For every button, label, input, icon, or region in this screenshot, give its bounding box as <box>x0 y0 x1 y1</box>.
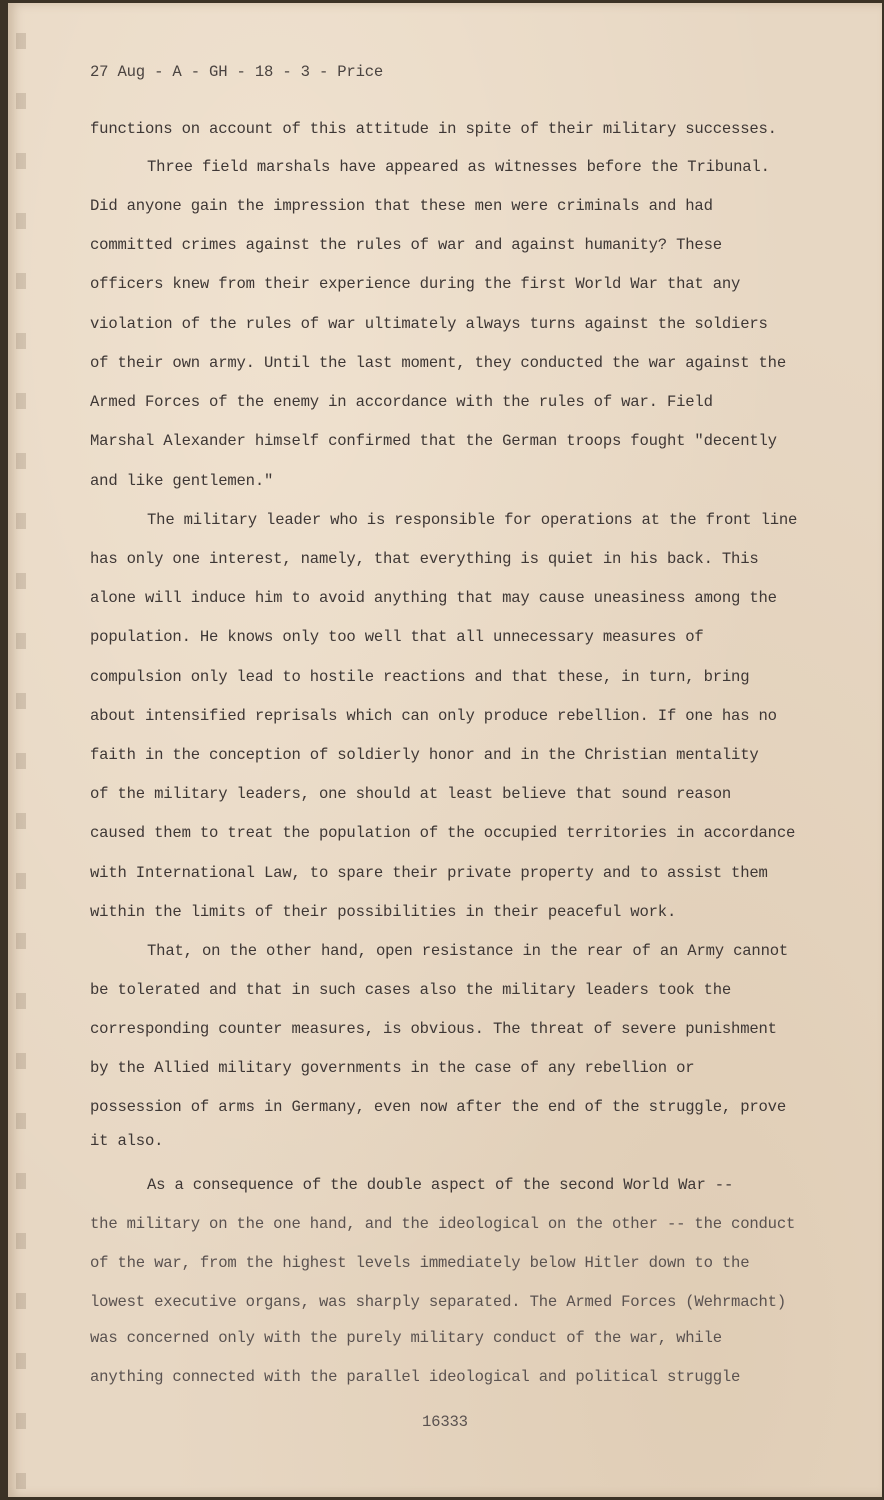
text-line: it also. <box>90 1132 164 1150</box>
text-line: Marshal Alexander himself confirmed that the German troops fought "decently <box>90 432 777 450</box>
text-line: corresponding counter measures, is obvious. The threat of severe punishment <box>90 1020 777 1038</box>
text-line: That, on the other hand, open resistance in the rear of an Army cannot <box>147 942 789 960</box>
text-line: be tolerated and that in such cases also the military leaders took the <box>90 981 732 999</box>
text-line: compulsion only lead to hostile reactions and that these, in turn, bring <box>90 668 750 686</box>
text-line: within the limits of their possibilities in their peaceful work. <box>90 903 677 921</box>
text-line: anything connected with the parallel ideological and political struggle <box>90 1368 741 1386</box>
text-line: functions on account of this attitude in spite of their military successes. <box>90 120 777 138</box>
text-line: about intensified reprisals which can only produce rebellion. If one has no <box>90 707 777 725</box>
text-line: The military leader who is responsible for operations at the front line <box>147 511 798 529</box>
text-line: Three field marshals have appeared as witnesses before the Tribunal. <box>147 158 770 176</box>
text-line: the military on the one hand, and the ideological on the other -- the conduct <box>90 1215 796 1233</box>
text-line: As a consequence of the double aspect of the second World War -- <box>147 1176 734 1194</box>
page-number: 16333 <box>422 1413 468 1431</box>
text-line: population. He knows only too well that all unnecessary measures of <box>90 628 704 646</box>
text-line: alone will induce him to avoid anything that may cause uneasiness among the <box>90 589 777 607</box>
text-line: officers knew from their experience during the first World War that any <box>90 275 741 293</box>
text-line: faith in the conception of soldierly honor and in the Christian mentality <box>90 746 759 764</box>
text-line: of the war, from the highest levels immediately below Hitler down to the <box>90 1254 750 1272</box>
binding-perforations <box>16 3 26 1497</box>
text-line: violation of the rules of war ultimately always turns against the soldiers <box>90 315 768 333</box>
document-page <box>8 3 882 1497</box>
text-line: with International Law, to spare their private property and to assist them <box>90 864 768 882</box>
text-line: possession of arms in Germany, even now after the end of the struggle, prove <box>90 1098 786 1116</box>
text-line: caused them to treat the population of the occupied territories in accordance <box>90 824 796 842</box>
document-header: 27 Aug - A - GH - 18 - 3 - Price <box>90 63 384 81</box>
text-line: Armed Forces of the enemy in accordance with the rules of war. Field <box>90 393 713 411</box>
text-line: committed crimes against the rules of war and against humanity? These <box>90 236 722 254</box>
text-line: has only one interest, namely, that everything is quiet in his back. This <box>90 550 759 568</box>
text-line: was concerned only with the purely military conduct of the war, while <box>90 1329 722 1347</box>
text-line: by the Allied military governments in the case of any rebellion or <box>90 1059 695 1077</box>
text-line: lowest executive organs, was sharply separated. The Armed Forces (Wehrmacht) <box>90 1293 786 1311</box>
text-line: and like gentlemen." <box>90 472 274 490</box>
text-line: of the military leaders, one should at least believe that sound reason <box>90 785 732 803</box>
text-line: of their own army. Until the last moment, they conducted the war against the <box>90 354 786 372</box>
text-line: Did anyone gain the impression that these men were criminals and had <box>90 197 713 215</box>
